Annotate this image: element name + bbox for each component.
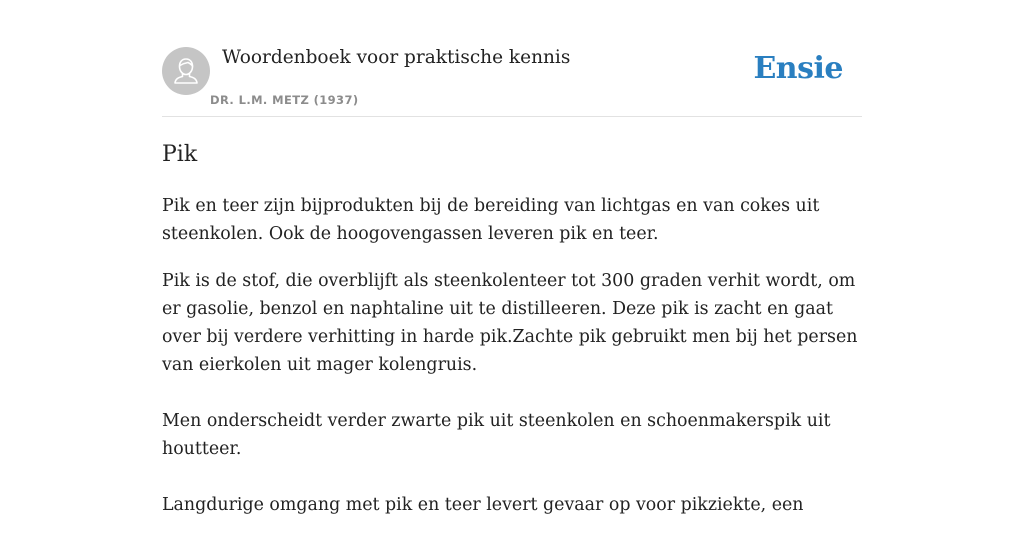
- page: [162, 0, 862, 515]
- author-avatar[interactable]: [162, 47, 210, 95]
- paragraph: Men onderscheidt verder zwarte pik uit steenkolen en schoenmakerspik uit houtteer.: [162, 411, 831, 459]
- header: [162, 0, 862, 117]
- entry-content: [162, 192, 862, 538]
- entry-title: Pik: [162, 142, 198, 167]
- paragraph: Langdurige omgang met pik en teer levert gevaar op voor pikziekte, een: [162, 495, 804, 515]
- brand-logo[interactable]: Ensie: [753, 51, 843, 86]
- book-author: DR. L.M. METZ (1937): [210, 93, 359, 107]
- book-title[interactable]: Woordenboek voor praktische kennis: [222, 47, 571, 68]
- paragraph: Pik en teer zijn bijprodukten bij de bereiding van lichtgas en van cokes uit steenkolen. Ook de hoogovengassen leveren pik en teer.: [162, 196, 820, 244]
- person-silhouette-icon: [162, 47, 210, 95]
- paragraph: Pik is de stof, die overblijft als steenkolenteer tot 300 graden verhit wordt, om er gasolie, benzol en naphtaline uit te distilleeren. Deze pik is zacht en gaat over bij verdere verhitting in harde pik.Zachte pik gebruikt men bij het persen van eierkolen uit mager kolengruis.: [162, 271, 858, 375]
